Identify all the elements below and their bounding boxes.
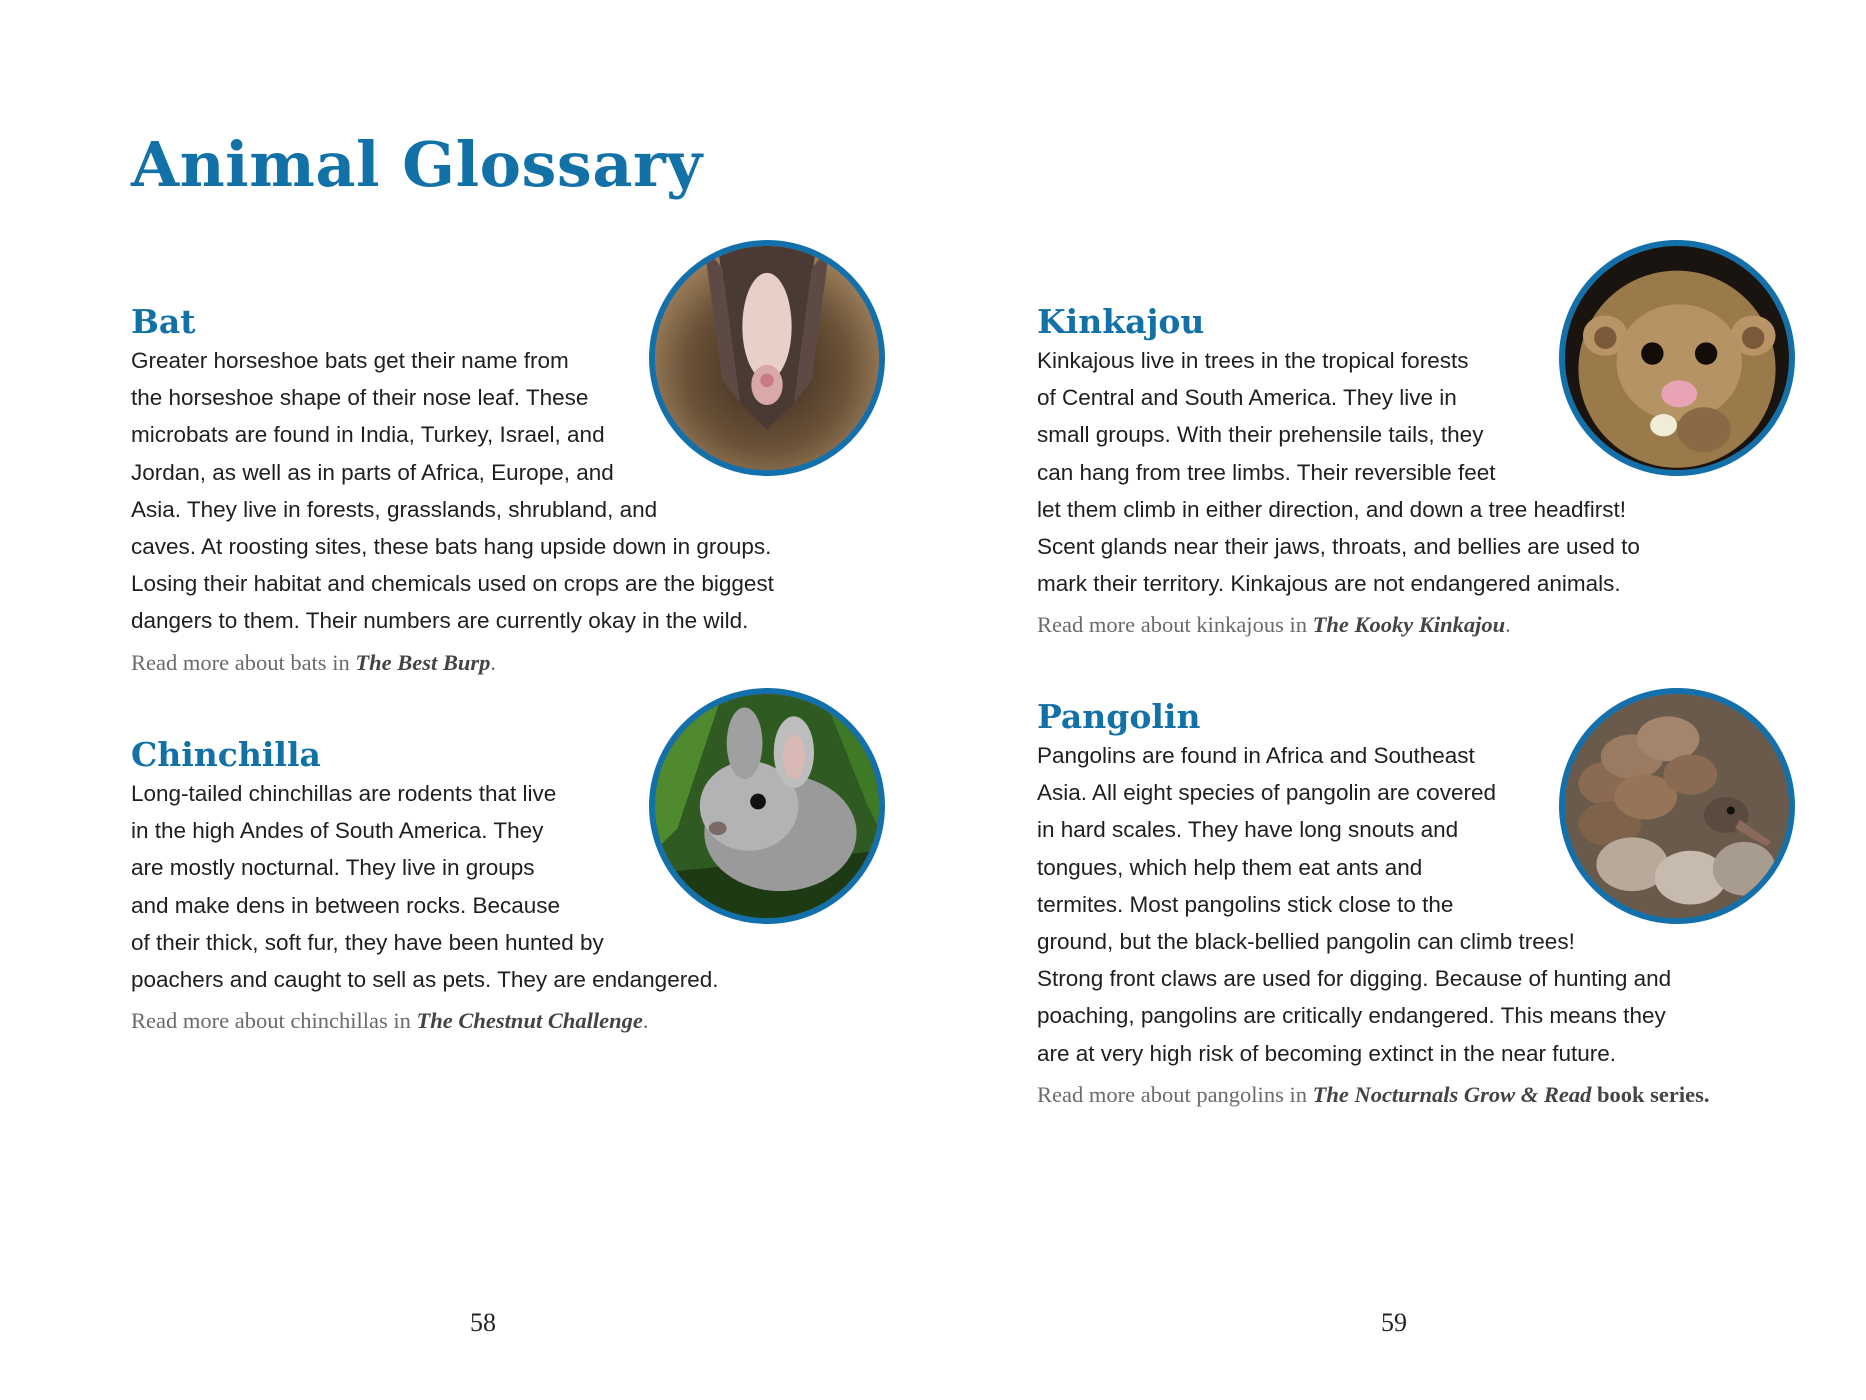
entry-heading: Chinchilla: [131, 735, 321, 774]
body-line: tongues, which help them eat ants and: [1037, 854, 1423, 880]
book-title: The Chestnut Challenge: [416, 1008, 643, 1034]
body-line: mark their territory. Kinkajous are not endangered animals.: [1037, 571, 1621, 597]
right-page: [933, 0, 1866, 1400]
chinchilla-photo: [649, 688, 885, 924]
read-more-prefix: Read more about pangolins in: [1037, 1081, 1313, 1107]
read-more-prefix: Read more about bats in: [131, 649, 356, 675]
book-title: The Best Burp: [355, 649, 491, 675]
book-title: The Nocturnals Grow & Read: [1312, 1081, 1592, 1107]
body-line: let them climb in either direction, and down a tree headfirst!: [1037, 496, 1627, 522]
body-line: Losing their habitat and chemicals used on crops are the biggest: [131, 571, 774, 597]
body-line: Asia. All eight species of pangolin are covered: [1037, 780, 1497, 806]
body-line: caves. At roosting sites, these bats hang upside down in groups.: [131, 534, 772, 560]
body-line: dangers to them. Their numbers are currently okay in the wild.: [131, 608, 749, 634]
pangolin-photo: [1559, 688, 1795, 924]
body-line: Long-tailed chinchillas are rodents that live: [131, 781, 557, 806]
body-line: poachers and caught to sell as pets. They are endangered.: [131, 967, 719, 993]
kinkajou-photo: [1559, 240, 1795, 476]
book-title: The Kooky Kinkajou: [1312, 612, 1506, 638]
body-line: small groups. With their prehensile tails, they: [1037, 422, 1484, 448]
body-line: Asia. They live in forests, grasslands, shrubland, and: [131, 496, 658, 522]
entry-heading: Kinkajou: [1037, 302, 1205, 341]
page-number-left: 58: [470, 1308, 496, 1337]
body-line: can hang from tree limbs. Their reversible feet: [1037, 459, 1496, 485]
body-line: in hard scales. They have long snouts and: [1037, 817, 1459, 843]
body-line: Strong front claws are used for digging. Because of hunting and: [1037, 966, 1672, 992]
body-line: termites. Most pangolins stick close to the: [1037, 891, 1454, 917]
body-line: and make dens in between rocks. Because: [131, 892, 561, 918]
read-more-suffix: .: [642, 1008, 649, 1034]
entry-heading: Bat: [131, 302, 196, 341]
bat-photo: [649, 240, 885, 476]
page-number-right: 59: [1381, 1308, 1407, 1337]
page-title: Animal Glossary: [131, 128, 703, 201]
body-line: of their thick, soft fur, they have been hunted by: [131, 929, 604, 955]
read-more-suffix: .: [490, 649, 496, 675]
body-line: Scent glands near their jaws, throats, and bellies are used to: [1037, 534, 1640, 560]
read-more-prefix: Read more about chinchillas in: [131, 1008, 417, 1034]
read-more-suffix: book series.: [1591, 1081, 1710, 1107]
body-line: are mostly nocturnal. They live in groups: [131, 855, 535, 881]
body-line: ground, but the black-bellied pangolin can climb trees!: [1037, 929, 1575, 955]
body-line: Pangolins are found in Africa and Southeast: [1037, 743, 1475, 768]
body-line: in the high Andes of South America. They: [131, 818, 544, 844]
read-more: [1037, 608, 1757, 642]
body-line: Greater horseshoe bats get their name from: [131, 348, 569, 373]
read-more: [131, 646, 831, 680]
read-more-prefix: Read more about kinkajous in: [1037, 612, 1313, 638]
body-line: are at very high risk of becoming extinct in the near future.: [1037, 1040, 1617, 1066]
entry-heading: Pangolin: [1037, 697, 1201, 736]
body-line: of Central and South America. They live in: [1037, 385, 1457, 411]
read-more: [131, 1004, 831, 1038]
body-line: microbats are found in India, Turkey, Israel, and: [131, 422, 605, 448]
read-more-suffix: .: [1505, 612, 1511, 638]
read-more: [1037, 1078, 1797, 1112]
body-line: Jordan, as well as in parts of Africa, Europe, and: [131, 459, 614, 485]
body-line: poaching, pangolins are critically endangered. This means they: [1037, 1003, 1666, 1029]
body-line: Kinkajous live in trees in the tropical forests: [1037, 348, 1469, 373]
body-line: the horseshoe shape of their nose leaf. These: [131, 385, 589, 411]
